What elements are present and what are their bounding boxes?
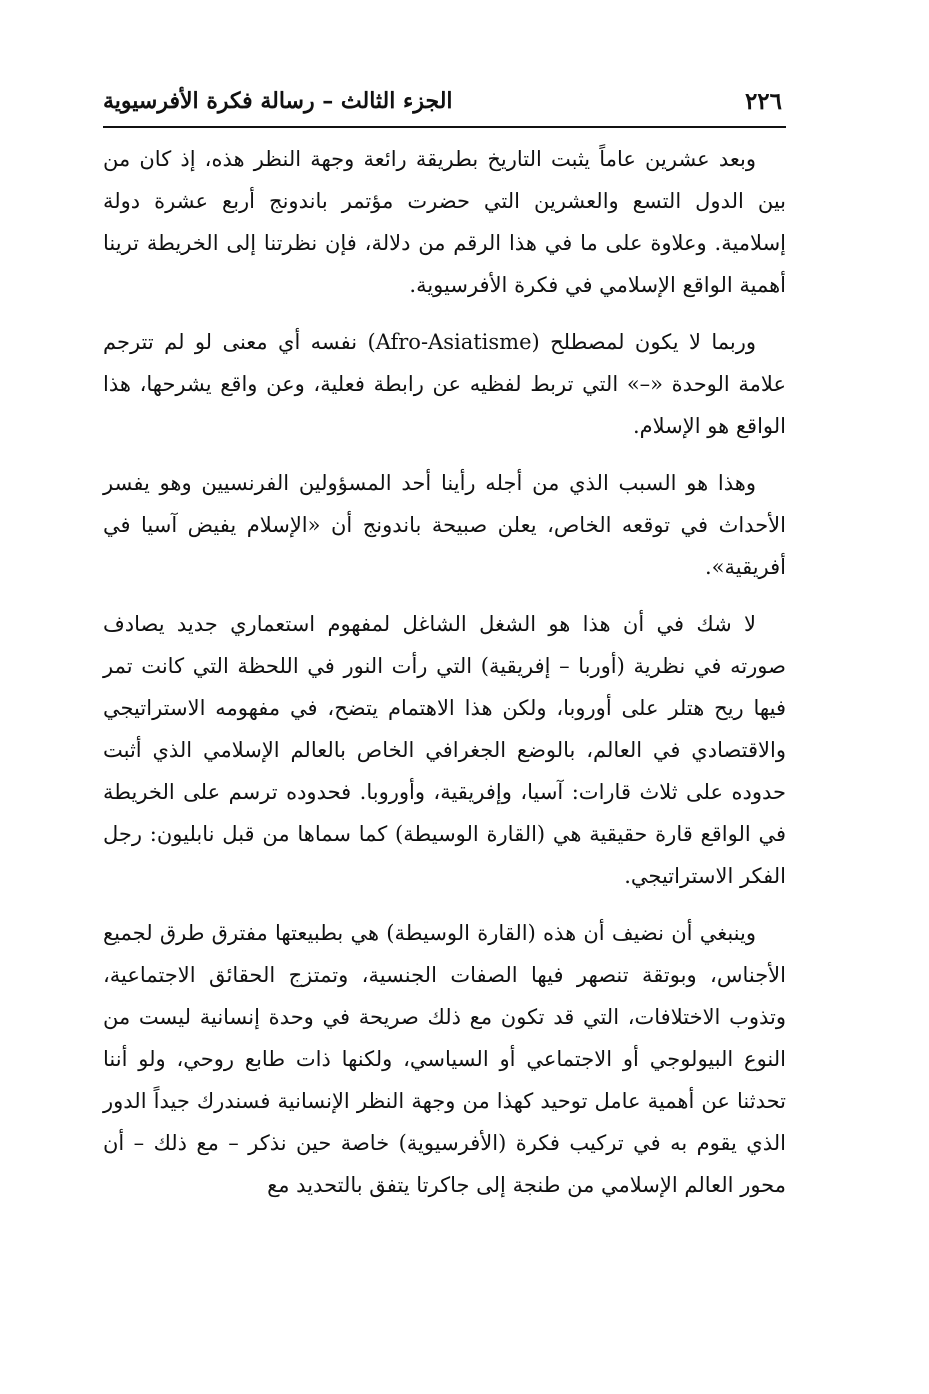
header-divider [103, 126, 786, 128]
paragraph: وينبغي أن نضيف أن هذه (القارة الوسيطة) هي بطبيعتها مفترق طرق لجميع الأجناس، وبوتقة تنصهر فيها الصفات الجنسية، وتمتزج الحقائق الاجتماعية، وتذوب الاختلافات، التي قد تكون مع ذلك صريحة في وحدة إنسانية ليست من النوع البيولوجي أو الاجتماعي أو السياسي، ولكنها ذات طابع روحي، ولو أننا تحدثنا عن أهمية عامل توحيد كهذا من وجهة النظر الإنسانية فسندرك جيداً الدور الذي يقوم به في تركيب فكرة (الأفرسيوية) خاصة حين نذكر – مع ذلك – أن محور العالم الإسلامي من طنجة إلى جاكرتا يتفق بالتحديد مع [103, 921, 786, 1197]
running-header [103, 86, 786, 124]
running-header-title: الجزء الثالث – رسالة فكرة الأفرسيوية [103, 88, 453, 114]
paragraph: وهذا هو السبب الذي من أجله رأينا أحد المسؤولين الفرنسيين وهو يفسر الأحداث في توقعه الخاص، يعلن صبيحة باندونج أن «الإسلام يفيض آسيا في أفريقية». [103, 471, 786, 579]
page-number: ٢٢٦ [744, 88, 782, 115]
paragraph: وربما لا يكون لمصطلح (Afro-Asiatisme) نفسه أي معنى لو لم تترجم علامة الوحدة «–» التي تربط لفظيه عن رابطة فعلية، وعن واقع يشرحها، هذا الواقع هو الإسلام. [103, 330, 786, 438]
paragraph: لا شك في أن هذا هو الشغل الشاغل لمفهوم استعماري جديد يصادف صورته في نظرية (أوربا – إفريقية) التي رأت النور في اللحظة التي كانت تمر فيها ريح هتلر على أوروبا، ولكن هذا الاهتمام يتضح، في مفهومه الاستراتيجي والاقتصادي في العالم، بالوضع الجغرافي الخاص بالعالم الإسلامي الذي أثبت حدوده على ثلاث قارات: آسيا، وإفريقية، وأوروبا. فحدوده ترسم على الخريطة في الواقع قارة حقيقية هي (القارة الوسيطة) كما سماها من قبل نابليون: رجل الفكر الاستراتيجي. [103, 612, 786, 888]
paragraph: وبعد عشرين عاماً يثبت التاريخ بطريقة رائعة وجهة النظر هذه، إذ كان من بين الدول التسع والعشرين التي حضرت مؤتمر باندونج أربع عشرة دولة إسلامية. وعلاوة على ما في هذا الرقم من دلالة، فإن نظرتنا إلى الخريطة ترينا أهمية الواقع الإسلامي في فكرة الأفرسيوية. [103, 147, 786, 297]
body-text [103, 138, 786, 1206]
